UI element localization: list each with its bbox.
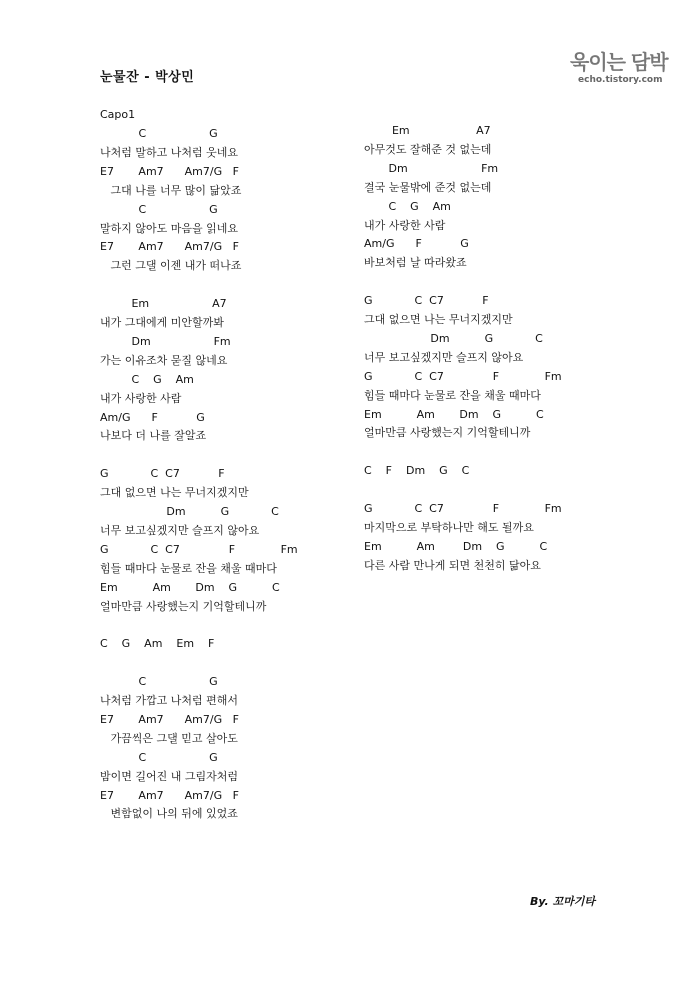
signature: By. 꼬마기타 xyxy=(530,895,596,908)
chord-line: Em Am Dm G C xyxy=(364,539,548,553)
lyric-line: 힘들 때마다 눈물로 잔을 채울 때마다 xyxy=(100,561,277,575)
chord-line: E7 Am7 Am7/G F xyxy=(100,164,239,178)
chord-line: C G xyxy=(100,675,218,689)
lyric-line: 너무 보고싶겠지만 슬프지 않아요 xyxy=(100,523,260,537)
lyric-line: 내가 그대에게 미안할까봐 xyxy=(100,316,224,329)
chord-line: Em Am Dm G C xyxy=(364,407,544,421)
lyric-line: 마지막으로 부탁하나만 해도 될까요 xyxy=(364,520,534,534)
lyric-line: 그런 그댈 이젠 내가 떠나죠 xyxy=(100,259,242,273)
lyric-line: 얼마만큼 사랑했는지 기억할테니까 xyxy=(100,599,267,613)
chord-line: G C C7 F Fm xyxy=(100,542,298,556)
lyric-line: 나처럼 말하고 나처럼 웃네요 xyxy=(100,145,239,159)
lyric-line: 변함없이 나의 뒤에 있었죠 xyxy=(100,807,238,821)
chord-line: C G Am xyxy=(100,372,194,386)
logo-url: echo.tistory.com xyxy=(578,75,663,85)
chord-line: Am/G F G xyxy=(364,237,469,251)
chord-line: Dm Fm xyxy=(364,161,499,175)
song-title: 눈물잔 - 박상민 xyxy=(100,70,195,85)
lyric-line: 아무것도 잘해준 것 없는데 xyxy=(364,142,492,156)
lyric-line: 가는 이유조차 묻질 않네요 xyxy=(100,353,228,367)
chord-line: G C C7 F Fm xyxy=(364,369,562,383)
chord-line: C G xyxy=(100,750,218,764)
lyric-line: 힘들 때마다 눈물로 잔을 채울 때마다 xyxy=(364,388,541,402)
chord-line: Em A7 xyxy=(364,124,491,137)
lyric-line: 나처럼 가깝고 나처럼 편해서 xyxy=(100,694,239,707)
logo-text: 욱이는 담박 xyxy=(570,50,668,74)
lyric-line: 내가 사랑한 사람 xyxy=(364,218,446,232)
lyric-line: 말하지 않아도 마음을 읽네요 xyxy=(100,221,239,235)
lyric-line: 그대 없으면 나는 무너지겠지만 xyxy=(100,486,249,500)
lyric-line: 그대 없으면 나는 무너지겠지만 xyxy=(364,313,513,326)
chord-line: E7 Am7 Am7/G F xyxy=(100,712,239,726)
chord-line: C G Am Em F xyxy=(100,637,215,651)
lyric-line: 얼마만큼 사랑했는지 기억할테니까 xyxy=(364,426,531,440)
lyric-line: 바보처럼 날 따라왔죠 xyxy=(364,256,467,270)
chord-line: G C C7 F Fm xyxy=(364,502,562,515)
chord-line: E7 Am7 Am7/G F xyxy=(100,788,239,802)
chord-line: E7 Am7 Am7/G F xyxy=(100,240,239,254)
chord-line: G C C7 F xyxy=(364,294,489,308)
site-logo xyxy=(568,46,668,94)
chord-line: G C C7 F xyxy=(100,467,225,481)
lyric-line: 나보다 더 나를 잘알죠 xyxy=(100,429,207,443)
lyric-line: 밤이면 길어진 내 그림자처럼 xyxy=(100,769,239,783)
lyric-line: 그대 나를 너무 많이 닮았죠 xyxy=(100,183,242,197)
chord-line: Dm G C xyxy=(364,331,543,345)
lyric-line: 너무 보고싶겠지만 슬프지 않아요 xyxy=(364,350,524,364)
chord-line: C F Dm G C xyxy=(364,464,470,478)
chord-line: C G xyxy=(100,127,218,140)
chord-line: Em A7 xyxy=(100,297,227,311)
lyric-line: 결국 눈물밖에 준것 없는데 xyxy=(364,180,492,194)
lyric-line: 내가 사랑한 사람 xyxy=(100,391,182,405)
chord-line: Em Am Dm G C xyxy=(100,580,280,594)
chord-line: Dm G C xyxy=(100,505,279,518)
lyric-line: 가끔씩은 그댈 믿고 살아도 xyxy=(100,731,238,745)
lyric-line: 다른 사람 만나게 되면 천천히 닮아요 xyxy=(364,558,541,572)
chord-line: C G Am xyxy=(364,199,451,213)
chord-line: Am/G F G xyxy=(100,410,205,424)
chord-line: Dm Fm xyxy=(100,334,231,348)
capo-label: Capo1 xyxy=(100,108,136,121)
chord-line: C G xyxy=(100,202,218,216)
